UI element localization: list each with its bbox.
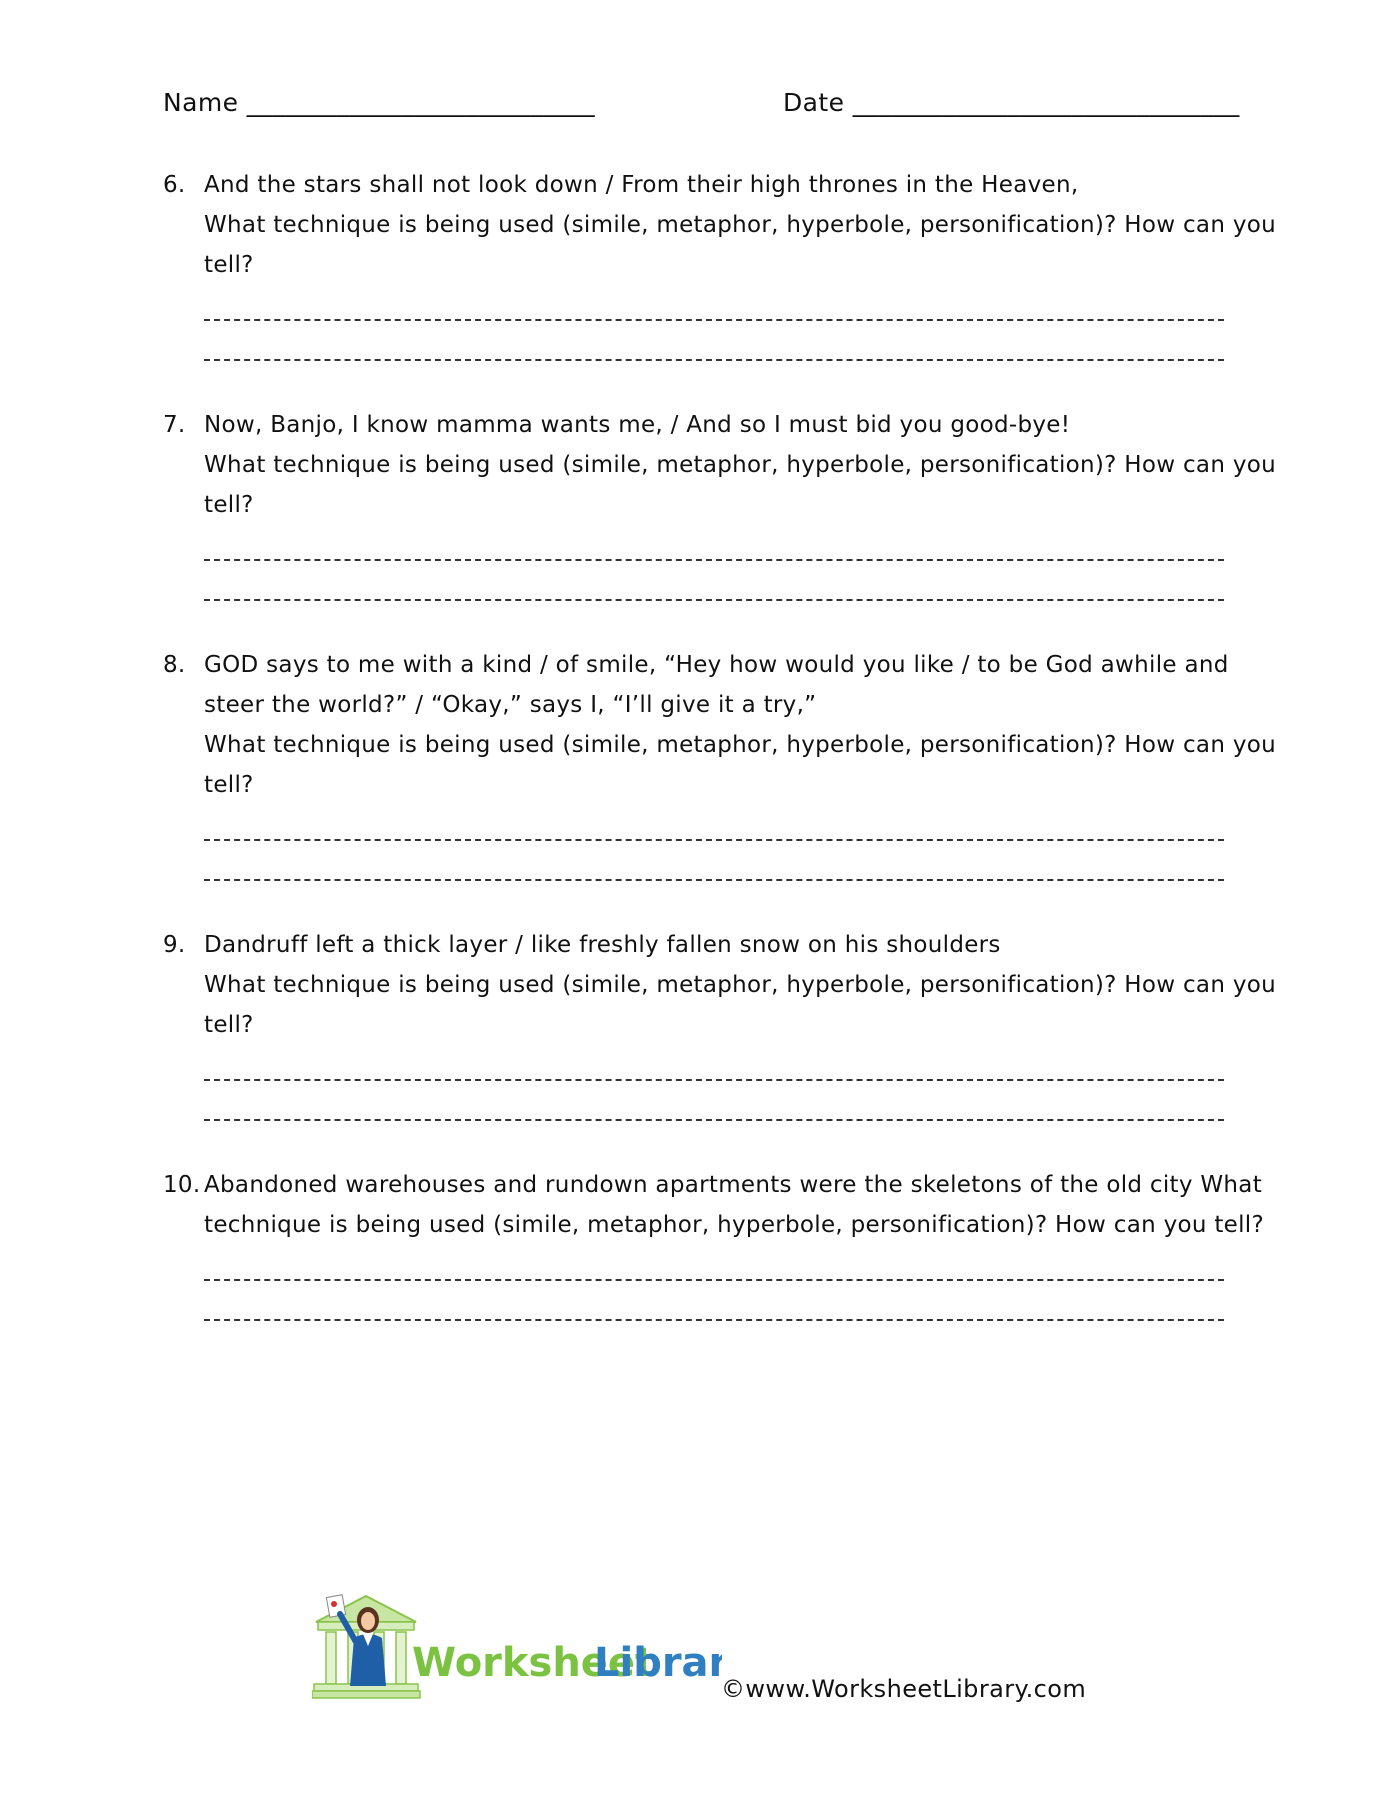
question-6 (163, 165, 1276, 371)
question-number: 9. (163, 932, 186, 958)
date-field[interactable]: Date ______________________________ (783, 88, 1240, 117)
question-line: tell? (204, 492, 254, 518)
question-text (204, 925, 1276, 1045)
question-line: tell? (204, 772, 254, 798)
answer-line[interactable] (204, 851, 1224, 891)
copyright-text: ©www.WorksheetLibrary.com (721, 1675, 1087, 1703)
question-8 (163, 645, 1276, 891)
answer-line[interactable] (204, 1091, 1224, 1131)
answer-line[interactable] (204, 1051, 1224, 1091)
question-line: What technique is being used (simile, metaphor, hyperbole, personification)? How can you (204, 972, 1276, 998)
question-line: tell? (204, 252, 254, 278)
question-text (204, 405, 1276, 525)
worksheet-header (163, 88, 1240, 124)
question-number: 7. (163, 412, 186, 438)
question-line: steer the world?” / “Okay,” says I, “I’ll give it a try,” (204, 692, 817, 718)
logo-text-worksheet: Worksheet (412, 1640, 655, 1686)
question-9 (163, 925, 1276, 1131)
answer-line[interactable] (204, 571, 1224, 611)
question-line: What technique is being used (simile, metaphor, hyperbole, personification)? How can you (204, 452, 1276, 478)
question-line: technique is being used (simile, metaphor, hyperbole, personification)? How can you tell? (204, 1212, 1265, 1238)
question-number: 10. (163, 1172, 201, 1198)
question-10 (163, 1165, 1265, 1331)
answer-line[interactable] (204, 811, 1224, 851)
name-field[interactable]: Name ___________________________ (163, 88, 596, 117)
answer-line[interactable] (204, 1291, 1224, 1331)
question-line: tell? (204, 1012, 254, 1038)
question-line: Abandoned warehouses and rundown apartments were the skeletons of the old city What (204, 1172, 1263, 1198)
logo-graphic (312, 1590, 722, 1705)
question-line: What technique is being used (simile, metaphor, hyperbole, personification)? How can you (204, 732, 1276, 758)
question-line: What technique is being used (simile, metaphor, hyperbole, personification)? How can you (204, 212, 1276, 238)
question-number: 6. (163, 172, 186, 198)
question-line: Dandruff left a thick layer / like freshly fallen snow on his shoulders (204, 932, 1001, 958)
answer-line[interactable] (204, 531, 1224, 571)
question-line: Now, Banjo, I know mamma wants me, / And so I must bid you good-bye! (204, 412, 1071, 438)
answer-line[interactable] (204, 1251, 1224, 1291)
answer-line[interactable] (204, 291, 1224, 331)
question-number: 8. (163, 652, 186, 678)
question-line: And the stars shall not look down / From their high thrones in the Heaven, (204, 172, 1079, 198)
answer-line[interactable] (204, 331, 1224, 371)
question-line: GOD says to me with a kind / of smile, “Hey how would you like / to be God awhile and (204, 652, 1229, 678)
worksheet-library-logo (312, 1590, 722, 1705)
question-text (204, 165, 1276, 285)
question-7 (163, 405, 1276, 611)
question-text (204, 1165, 1265, 1245)
question-text (204, 645, 1276, 805)
logo-text-library: Librar (594, 1640, 722, 1686)
